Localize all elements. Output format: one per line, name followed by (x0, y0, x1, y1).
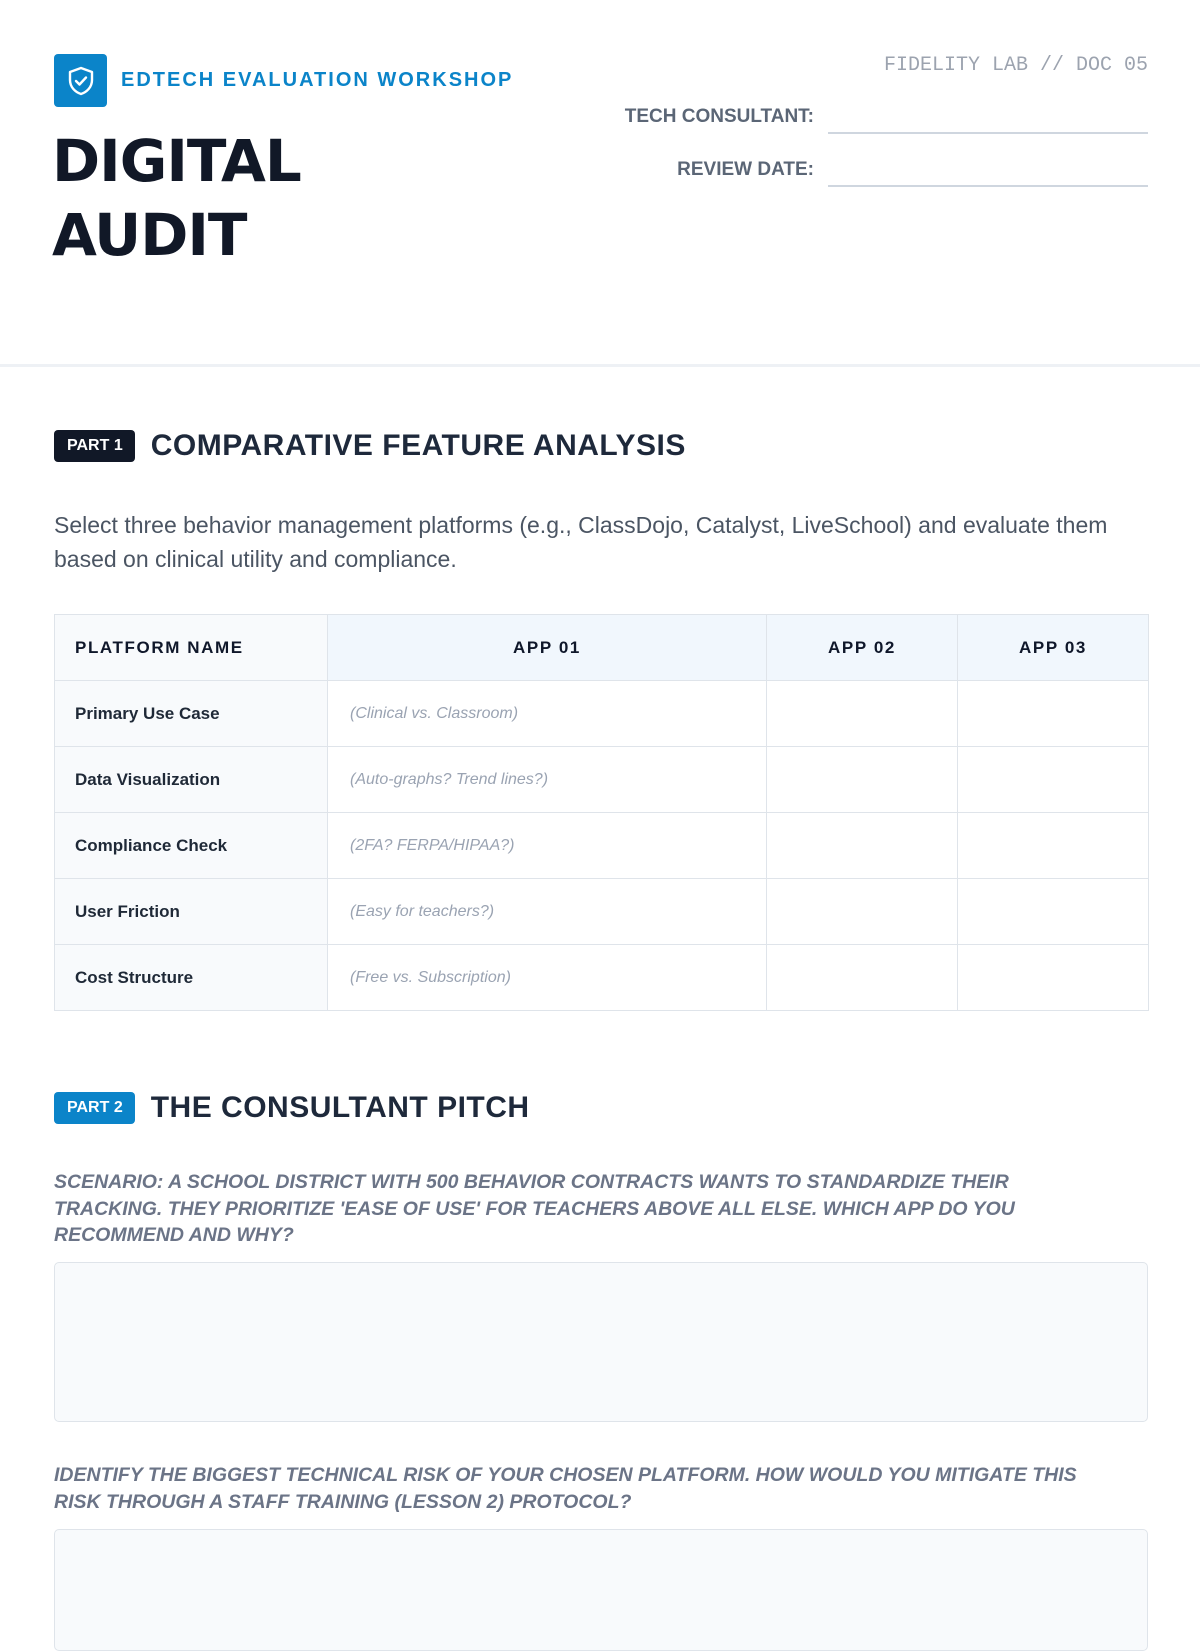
page-title (52, 124, 301, 272)
app01-cell[interactable]: (Easy for teachers?) (328, 879, 767, 945)
header-app-02: APP 02 (767, 615, 958, 681)
brand (54, 54, 513, 107)
header-app-01: APP 01 (328, 615, 767, 681)
app01-cell[interactable]: (Free vs. Subscription) (328, 945, 767, 1011)
document-code: FIDELITY LAB // DOC 05 (883, 54, 1148, 77)
row-label: Primary Use Case (55, 681, 328, 747)
row-label: Compliance Check (55, 813, 328, 879)
feature-comparison-table (54, 614, 1149, 1011)
shield-check-icon (54, 54, 107, 107)
risk-prompt: IDENTIFY THE BIGGEST TECHNICAL RISK OF YOUR CHOSEN PLATFORM. HOW WOULD YOU MITIGATE THIS RISK THROUGH A STAFF TRAINING (LESSON 2) PROTOCOL? (54, 1464, 1077, 1513)
app02-cell[interactable] (767, 681, 958, 747)
consultant-input-line[interactable] (828, 98, 1148, 134)
consultant-field-row (625, 98, 1148, 134)
title-line-1: DIGITAL (52, 127, 301, 195)
table-row (55, 747, 1149, 813)
consultant-label: TECH CONSULTANT: (624, 106, 814, 127)
app02-cell[interactable] (767, 813, 958, 879)
risk-answer-box[interactable] (54, 1529, 1148, 1651)
app02-cell[interactable] (767, 879, 958, 945)
title-line-2: AUDIT (52, 201, 247, 269)
app01-cell[interactable]: (2FA? FERPA/HIPAA?) (328, 813, 767, 879)
header-app-03: APP 03 (958, 615, 1149, 681)
review-date-label: REVIEW DATE: (677, 159, 814, 180)
part1-title: COMPARATIVE FEATURE ANALYSIS (150, 429, 686, 462)
brand-name: EDTECH EVALUATION WORKSHOP (121, 69, 514, 91)
table-row (55, 879, 1149, 945)
document-header (0, 0, 1200, 367)
table-header-row (55, 615, 1149, 681)
app02-cell[interactable] (767, 747, 958, 813)
part1-heading (54, 429, 686, 463)
review-date-input-line[interactable] (828, 151, 1148, 187)
part1-instructions: Select three behavior management platforms (e.g., ClassDojo, Catalyst, LiveSchool) and evaluate them based on clinical utility and compliance. (54, 512, 1108, 572)
app03-cell[interactable] (958, 879, 1149, 945)
table-row (55, 945, 1149, 1011)
app03-cell[interactable] (958, 681, 1149, 747)
part2-title: THE CONSULTANT PITCH (150, 1091, 530, 1124)
part2-heading (54, 1091, 530, 1125)
part2-tag: PART 2 (54, 1092, 135, 1124)
scenario-answer-box[interactable] (54, 1262, 1148, 1422)
app02-cell[interactable] (767, 945, 958, 1011)
row-label: Data Visualization (55, 747, 328, 813)
app01-cell[interactable]: (Auto-graphs? Trend lines?) (328, 747, 767, 813)
app01-cell[interactable]: (Clinical vs. Classroom) (328, 681, 767, 747)
table-row (55, 681, 1149, 747)
row-label: User Friction (55, 879, 328, 945)
review-date-field-row (677, 151, 1148, 187)
app03-cell[interactable] (958, 813, 1149, 879)
header-platform-name: PLATFORM NAME (55, 615, 328, 681)
row-label: Cost Structure (55, 945, 328, 1011)
app03-cell[interactable] (958, 747, 1149, 813)
table-row (55, 813, 1149, 879)
scenario-prompt: SCENARIO: A SCHOOL DISTRICT WITH 500 BEHAVIOR CONTRACTS WANTS TO STANDARDIZE THEIR TRACKING. THEY PRIORITIZE 'EASE OF USE' FOR TEACHERS ABOVE ALL ELSE. WHICH APP DO YOU RECOMMEND AND WHY? (54, 1171, 1015, 1246)
part1-tag: PART 1 (54, 430, 135, 462)
app03-cell[interactable] (958, 945, 1149, 1011)
